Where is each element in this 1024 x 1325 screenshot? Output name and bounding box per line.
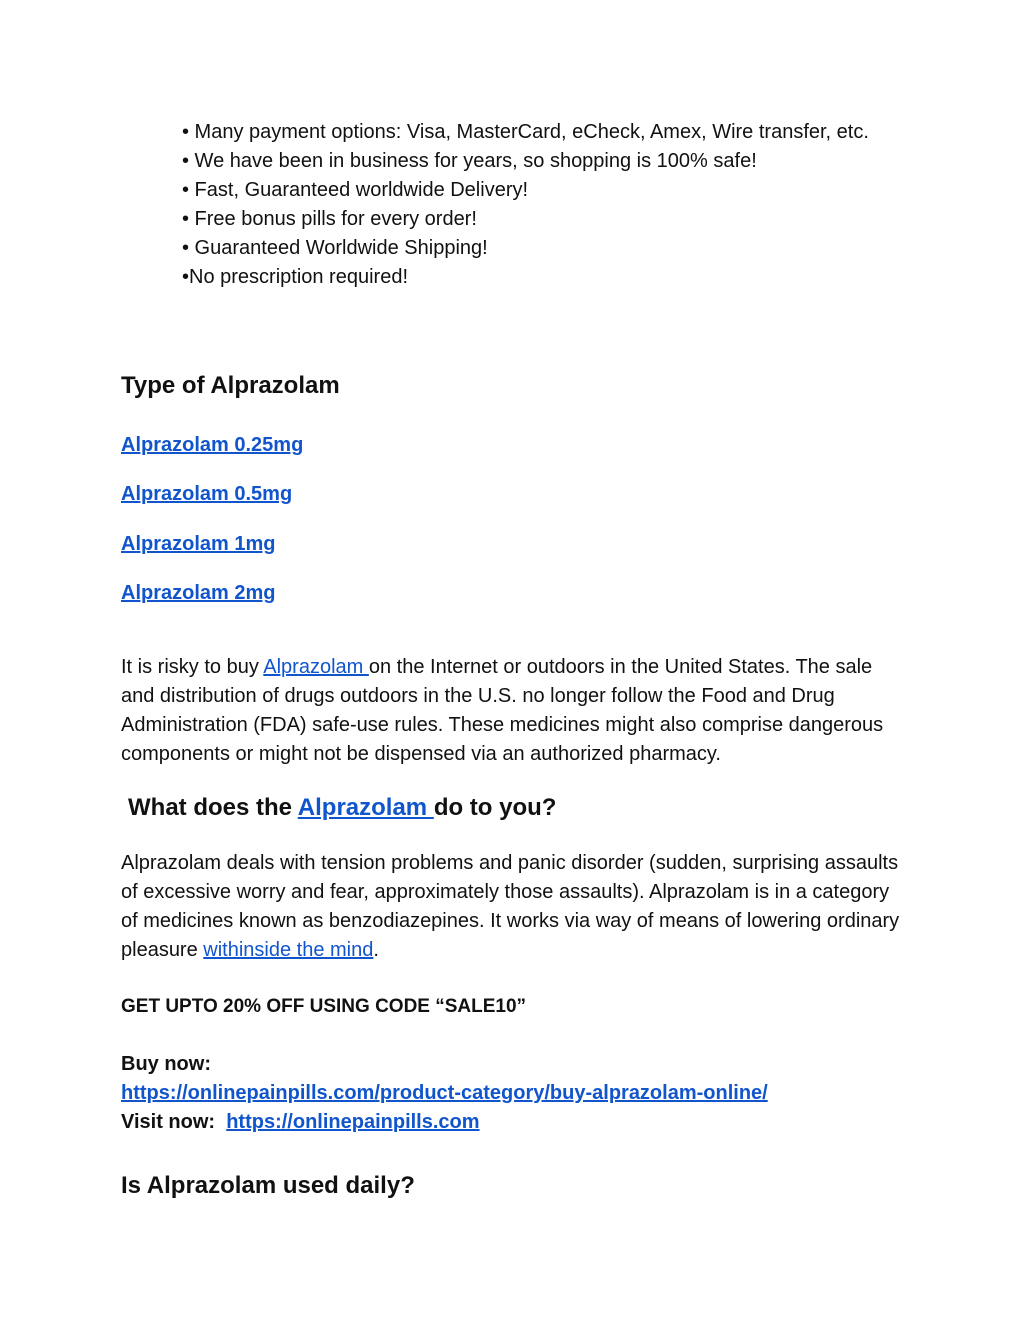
list-item: • Free bonus pills for every order! xyxy=(182,208,477,230)
type-link-05mg[interactable]: Alprazolam 0.5mg xyxy=(121,483,293,505)
type-link-2mg[interactable]: Alprazolam 2mg xyxy=(121,582,276,604)
buy-links-block xyxy=(121,1050,768,1137)
buy-url-link[interactable]: https://onlinepainpills.com/product-category/buy-alprazolam-online/ xyxy=(121,1082,768,1104)
feature-list xyxy=(182,118,902,292)
risk-text-before: It is risky to buy xyxy=(121,656,264,678)
promo-code-text: GET UPTO 20% OFF USING CODE “SALE10” xyxy=(121,996,527,1017)
list-item: • Many payment options: Visa, MasterCard, eCheck, Amex, Wire transfer, etc. xyxy=(182,121,869,143)
what-heading-before: What does the xyxy=(128,794,298,821)
risk-text-after: on the Internet or outdoors in the United States. The sale and distribution of drugs outdoors in the U.S. no longer follow the Food and Drug Administration (FDA) safe-use rules. These medicines might also comprise dangerous components or might not be dispensed via an authorized pharmacy. xyxy=(121,656,884,765)
daily-heading: Is Alprazolam used daily? xyxy=(121,1172,415,1199)
buy-label: Buy now: xyxy=(121,1053,211,1075)
type-link-1mg[interactable]: Alprazolam 1mg xyxy=(121,533,276,555)
alprazolam-link[interactable]: Alprazolam xyxy=(263,656,369,678)
list-item: • Guaranteed Worldwide Shipping! xyxy=(182,237,488,259)
visit-url-link[interactable]: https://onlinepainpills.com xyxy=(226,1111,480,1133)
what-heading-after: do to you? xyxy=(433,794,557,821)
type-heading: Type of Alprazolam xyxy=(121,372,340,399)
list-item: • We have been in business for years, so shopping is 100% safe! xyxy=(182,150,757,172)
effects-text-after: . xyxy=(373,939,379,961)
what-heading-link[interactable]: Alprazolam xyxy=(297,794,434,821)
list-item: •No prescription required! xyxy=(182,266,408,288)
visit-label: Visit now: xyxy=(121,1111,227,1133)
what-heading xyxy=(128,793,556,823)
mind-link[interactable]: withinside the mind xyxy=(203,939,374,961)
list-item: • Fast, Guaranteed worldwide Delivery! xyxy=(182,179,529,201)
risk-paragraph xyxy=(121,653,911,769)
type-link-025mg[interactable]: Alprazolam 0.25mg xyxy=(121,434,304,456)
effects-text-before: Alprazolam deals with tension problems and panic disorder (sudden, surprising assaults of excessive worry and fear, approximately those assaults). Alprazolam is in a category of medicines known as benzodiazepines. It works via way of means of lowering ordinary pleasure xyxy=(121,852,900,961)
effects-paragraph xyxy=(121,849,911,965)
